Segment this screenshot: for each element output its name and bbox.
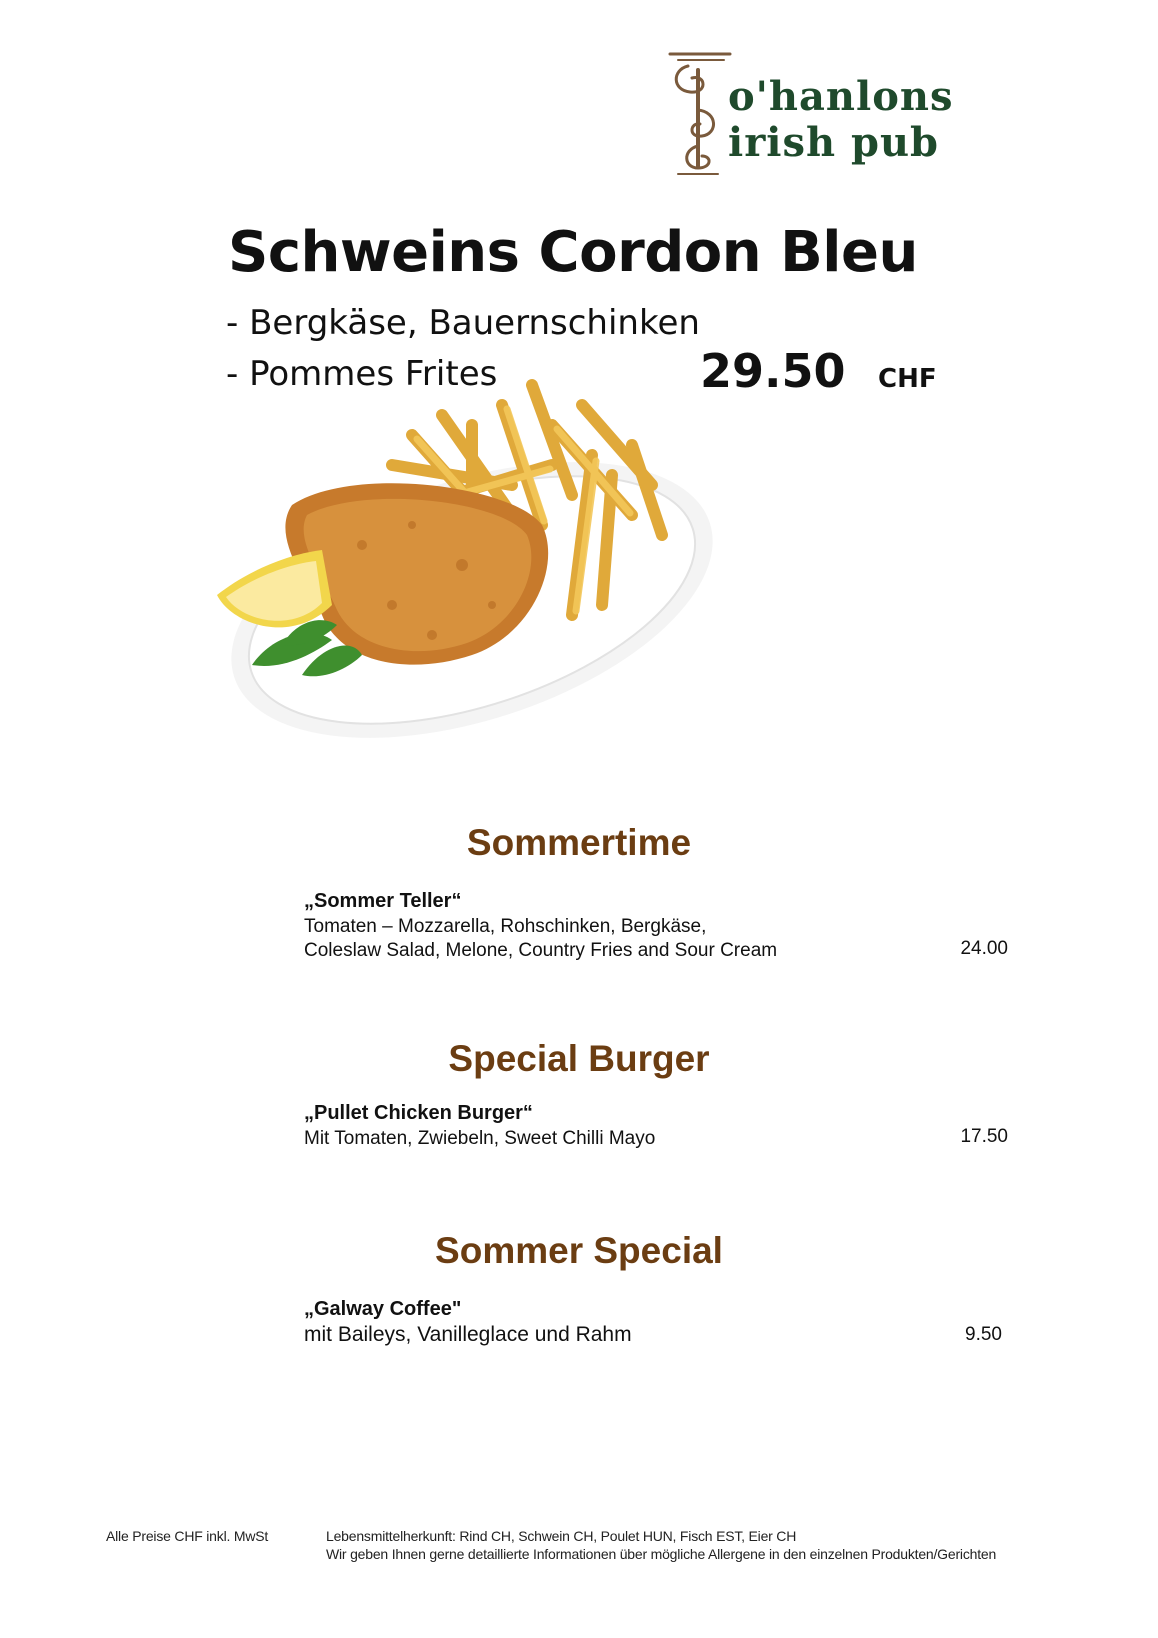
footer-allergen-note: Wir geben Ihnen gerne detaillierte Informationen über mögliche Allergene in den einzelnen Produkten/Gerichten xyxy=(326,1546,997,1562)
section-title-special-burger: Special Burger xyxy=(448,1038,710,1079)
item-name-sommer-teller: „Sommer Teller“ xyxy=(304,890,462,912)
logo-line-2: irish pub xyxy=(728,119,940,166)
pub-logo xyxy=(668,50,1048,180)
item-desc-galway-coffee: mit Baileys, Vanilleglace und Rahm xyxy=(304,1323,632,1346)
item-price-sommer-teller: 24.00 xyxy=(960,938,1008,959)
hero-subtitle-2: - Pommes Frites xyxy=(226,354,498,394)
hero-price: 29.50 xyxy=(700,344,846,398)
footer-price-note: Alle Preise CHF inkl. MwSt xyxy=(106,1528,269,1544)
section-title-sommer-special: Sommer Special xyxy=(435,1230,723,1271)
item-price-pullet-chicken-burger: 17.50 xyxy=(960,1126,1008,1147)
item-name-galway-coffee: „Galway Coffee" xyxy=(304,1298,462,1320)
item-name-pullet-chicken-burger: „Pullet Chicken Burger“ xyxy=(304,1102,533,1124)
item-desc-pullet-chicken-burger: Mit Tomaten, Zwiebeln, Sweet Chilli Mayo xyxy=(304,1128,656,1149)
item-desc-sommer-teller-1: Tomaten – Mozzarella, Rohschinken, Bergkäse, xyxy=(304,916,707,937)
logo-line-1: o'hanlons xyxy=(728,73,954,120)
item-price-galway-coffee: 9.50 xyxy=(965,1324,1002,1345)
cordon-bleu-plate-illustration xyxy=(212,375,732,755)
hero-price-unit: CHF xyxy=(878,364,937,394)
footer-origin-note: Lebensmittelherkunft: Rind CH, Schwein CH, Poulet HUN, Fisch EST, Eier CH xyxy=(326,1528,797,1544)
item-desc-sommer-teller-2: Coleslaw Salad, Melone, Country Fries and Sour Cream xyxy=(304,940,778,961)
section-title-sommertime: Sommertime xyxy=(466,822,692,863)
hero-subtitle-1: - Bergkäse, Bauernschinken xyxy=(226,303,700,343)
hero-title: Schweins Cordon Bleu xyxy=(228,220,918,285)
